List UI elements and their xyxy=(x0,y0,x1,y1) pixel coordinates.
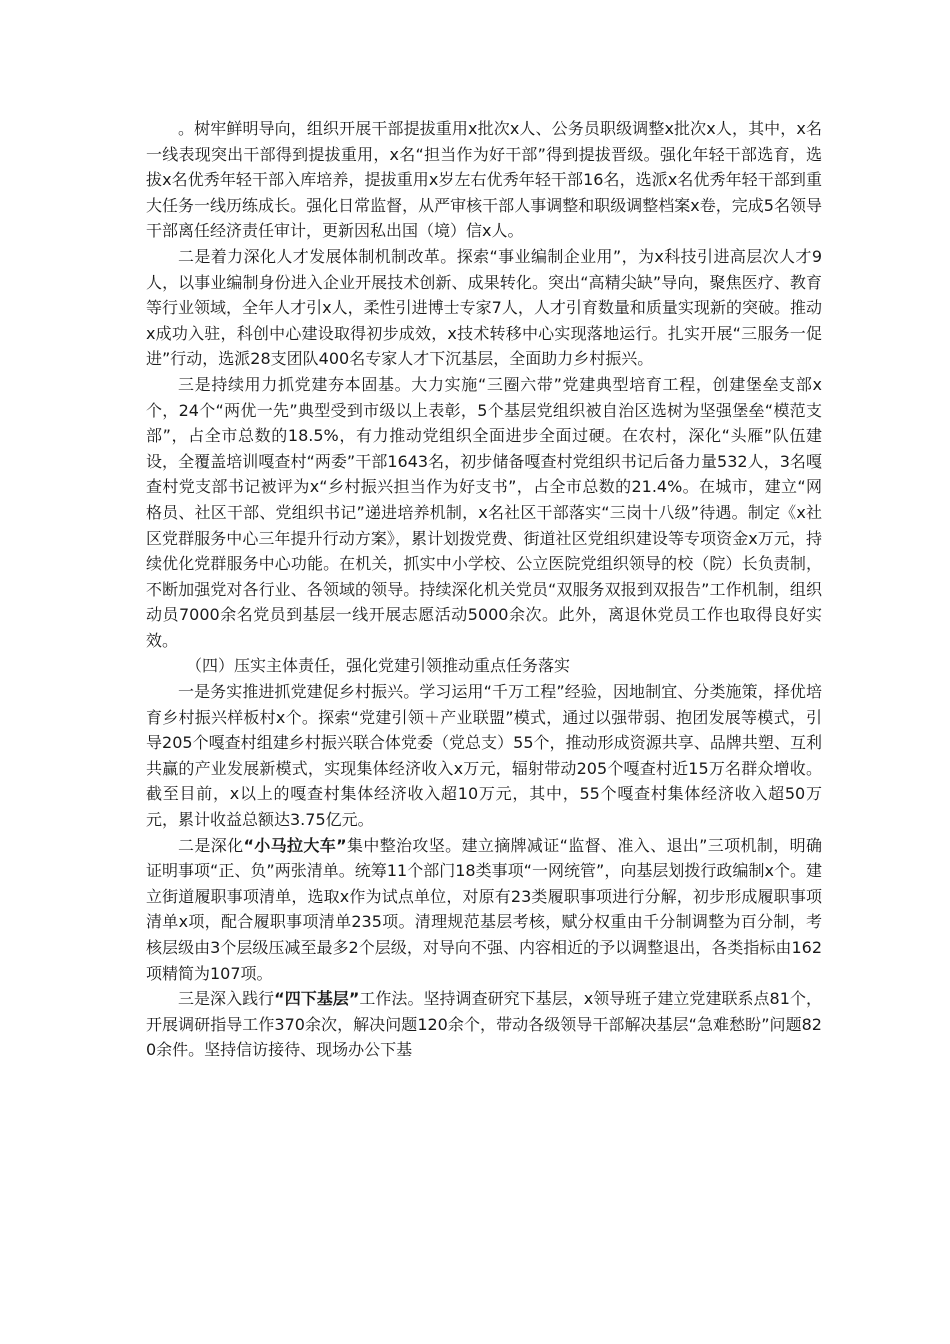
paragraph-body: 集中整治攻坚。建立摘牌减证“监督、准入、退出”三项机制，明确证明事项“正、负”两张清单。统筹11个部门18类事项“一网统管”，向基层划拨行政编制x个。建立街道履职事项清单，选取x作为试点单位，对原有23类履职事项进行分解，初步形成履职事项清单x项，配合履职事项清单235项。清理规范基层考核，赋分权重由千分制调整为百分制，考核层级由3个层级压减至最多2个层级，对导向不强、内容相近的予以调整退出，各类指标由162项精简为107项。 xyxy=(146,835,822,983)
paragraph-burden-reduction xyxy=(146,833,822,987)
paragraph-body: 工作法。坚持调查研究下基层，x领导班子建立党建联系点81个，开展调研指导工作370余次，解决问题120余个，带动各级领导干部解决基层“急难愁盼”问题820余件。坚持信访接待、现场办公下基 xyxy=(146,989,822,1060)
paragraph-party-building: 三是持续用力抓党建夯本固基。大力实施“三圈六带”党建典型培育工程，创建堡垒支部x个，24个“两优一先”典型受到市级以上表彰，5个基层党组织被自治区选树为坚强堡垒“模范支部”，占全市总数的18.5%，有力推动党组织全面进步全面过硬。在农村，深化“头雁”队伍建设，全覆盖培训嘎查村“两委”干部1643名，初步储备嘎查村党组织书记后备力量532人，3名嘎查村党支部书记被评为x“乡村振兴担当作为好支书”，占全市总数的21.4%。在城市，建立“网格员、社区干部、党组织书记”递进培养机制，x名社区干部落实“三岗十八级”待遇。制定《x社区党群服务中心三年提升行动方案》，累计划拨党费、街道社区党组织建设等专项资金x万元，持续优化党群服务中心功能。在机关，抓实中小学校、公立医院党组织领导的校（院）长负责制，不断加强党对各行业、各领域的领导。持续深化机关党员“双服务双报到双报告”工作机制，组织动员7000余名党员到基层一线开展志愿活动5000余次。此外，离退休党员工作也取得良好实效。 xyxy=(146,374,822,650)
bold-phrase: “小马拉大车” xyxy=(243,835,347,855)
paragraph-cadre-selection: 。树牢鲜明导向，组织开展干部提拔重用x批次x人、公务员职级调整x批次x人，其中，x名一线表现突出干部得到提拔重用，x名“担当作为好干部”得到提拔晋级。强化年轻干部选育，选拔x名优秀年轻干部入库培养，提拔重用x岁左右优秀年轻干部16名，选派x名优秀年轻干部到重大任务一线历练成长。强化日常监督，从严审核干部人事调整和职级调整档案x卷，完成5名领导干部离任经济责任审计，更新因私出国（境）信x人。 xyxy=(146,119,822,241)
section-heading-four: （四）压实主体责任，强化党建引领推动重点任务落实 xyxy=(186,656,571,676)
paragraph-rural-revitalization: 一是务实推进抓党建促乡村振兴。学习运用“千万工程”经验，因地制宜、分类施策，择优培育乡村振兴样板村x个。探索“党建引领＋产业联盟”模式，通过以强带弱、抱团发展等模式，引导205个嘎查村组建乡村振兴联合体党委（党总支）55个，推动形成资源共享、品牌共塑、互利共赢的产业发展新模式，实现集体经济收入x万元，辐射带动205个嘎查村近15万名群众增收。截至目前，x以上的嘎查村集体经济收入超10万元，其中，55个嘎查村集体经济收入超50万元，累计收益总额达3.75亿元。 xyxy=(146,682,822,830)
paragraph-talent-reform: 二是着力深化人才发展体制机制改革。探索“事业编制企业用”，为x科技引进高层次人才9人，以事业编制身份进入企业开展技术创新、成果转化。突出“高精尖缺”导向，聚焦医疗、教育等行业领域，全年人才引x人，柔性引进博士专家7人，人才引育数量和质量实现新的突破。推动x成功入驻，科创中心建设取得初步成效，x技术转移中心实现落地运行。扎实开展“三服务一促进”行动，选派28支团队400名专家人才下沉基层，全面助力乡村振兴。 xyxy=(146,246,822,369)
paragraph-lead: 二是深化 xyxy=(178,835,244,855)
bold-phrase: “四下基层” xyxy=(274,989,360,1009)
paragraph-lead: 三是深入践行 xyxy=(178,989,275,1009)
document-body xyxy=(146,116,822,1063)
paragraph-grassroots-work xyxy=(146,986,822,1063)
